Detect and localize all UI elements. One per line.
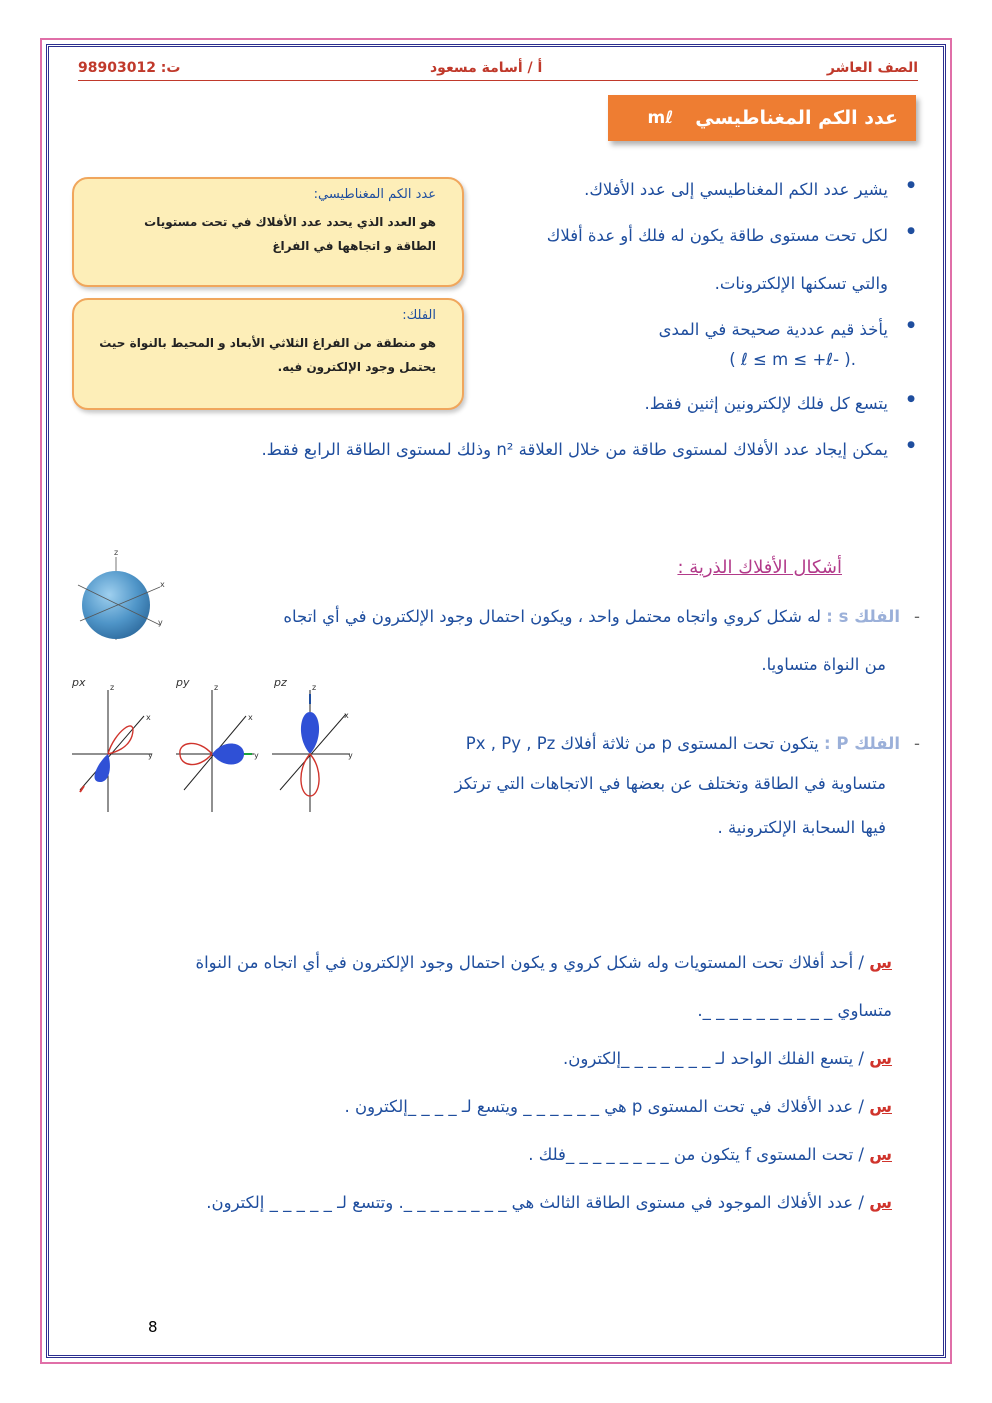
pz-orbital bbox=[272, 676, 353, 812]
question-item bbox=[80, 1097, 892, 1145]
note-orbital bbox=[72, 298, 464, 410]
s-orbital-line2: من النواة متساويا. bbox=[761, 655, 886, 674]
note-line: هو منطقة من الفراغ الثلاثي الأبعاد و المحيط بالنواة حيث bbox=[99, 336, 436, 350]
z-label: z bbox=[110, 683, 115, 692]
px-lobe-outline bbox=[108, 726, 133, 754]
y-label: y bbox=[148, 751, 153, 760]
bullet-item: ● يمكن إيجاد عدد الأفلاك لمستوى طاقة من خلال العلاقة n² وذلك لمستوى الطاقة الرابع فقط. bbox=[140, 440, 920, 486]
header-grade: الصف العاشر bbox=[826, 60, 918, 76]
question-text: / أحد أفلاك تحت المستويات وله شكل كروي و يكون احتمال وجود الإلكترون في أي اتجاه من النواة bbox=[195, 953, 864, 972]
bullet-item: ● يتسع كل فلك لإلكترونين إثنين فقط. bbox=[140, 394, 920, 440]
z-label: z bbox=[214, 683, 219, 692]
px-label: px bbox=[72, 676, 86, 689]
question-continuation: متساوي _ _ _ _ _ _ _ _ _ _. bbox=[697, 1001, 892, 1020]
p-orbital-line1: -الفلك P : يتكون تحت المستوى p من ثلاثة أفلاك Px , Py , Pz bbox=[465, 734, 920, 753]
header-divider bbox=[78, 80, 918, 81]
title-symbol: mℓ bbox=[647, 108, 674, 128]
z-label: z bbox=[312, 683, 317, 692]
p-orbitals-diagram bbox=[68, 672, 368, 817]
p-orbital-line3: فيها السحابة الإلكترونية . bbox=[717, 818, 886, 837]
bullet-item: ● لكل تحت مستوى طاقة يكون له فلك أو عدة أفلاك bbox=[140, 226, 920, 274]
note-line: الطاقة و اتجاهها في الفراغ bbox=[272, 239, 436, 253]
y-label: y bbox=[348, 751, 353, 760]
page-number: 8 bbox=[148, 1318, 158, 1336]
bullet-item: ● يأخذ قيم عددية صحيحة في المدى bbox=[140, 320, 920, 350]
note-title: الفلك: bbox=[402, 308, 436, 323]
section-title-box bbox=[608, 95, 916, 141]
px-orbital bbox=[71, 676, 153, 812]
note-line: هو العدد الذي يحدد عدد الأفلاك في تحت مستويات bbox=[144, 215, 436, 229]
question-marker: س bbox=[869, 1097, 892, 1116]
header-phone: ت: 98903012 bbox=[78, 60, 181, 76]
question-text: / تحت المستوى f يتكون من _ _ _ _ _ _ _ _فلك . bbox=[528, 1145, 864, 1164]
p-orbital-label: الفلك P : bbox=[824, 734, 901, 753]
pz-label: pz bbox=[274, 676, 287, 689]
x-label: x bbox=[160, 580, 165, 589]
p-orbital-text: يتكون تحت المستوى p من ثلاثة أفلاك Px , Py , Pz bbox=[465, 734, 819, 753]
py-orbital bbox=[175, 676, 259, 812]
s-sphere bbox=[82, 571, 150, 639]
p-orbital-line2: متساوية في الطاقة وتختلف عن بعضها في الاتجاهات التي ترتكز bbox=[454, 774, 886, 793]
header-teacher: أ / أسامة مسعود bbox=[430, 60, 543, 76]
question-marker: س bbox=[869, 1145, 892, 1164]
question-text: / عدد الأفلاك الموجود في مستوى الطاقة الثالث هي _ _ _ _ _ _ _ _. وتتسع لـ _ _ _ _ _ إلكترون. bbox=[206, 1193, 864, 1212]
question-marker: س bbox=[869, 1049, 892, 1068]
s-orbital-line1: -الفلك s : له شكل كروي واتجاه محتمل واحد ، ويكون احتمال وجود الإلكترون في أي اتجاه bbox=[283, 607, 920, 626]
question-item bbox=[80, 953, 892, 1001]
question-item bbox=[80, 1193, 892, 1241]
note-line: يحتمل وجود الإلكترون فيه. bbox=[277, 360, 436, 374]
bullet-item: ● يشير عدد الكم المغناطيسي إلى عدد الأفلاك. bbox=[140, 180, 920, 226]
bullet-item: والتي تسكنها الإلكترونات. bbox=[714, 274, 888, 293]
bullet-item: .( -ℓ ≤ m ≤ +ℓ ) bbox=[729, 350, 856, 369]
s-orbital-diagram bbox=[72, 545, 172, 650]
question-text: / عدد الأفلاك في تحت المستوى p هي _ _ _ _ _ _ ويتسع لـ _ _ _ _إلكترون . bbox=[344, 1097, 864, 1116]
questions-list bbox=[80, 953, 892, 1241]
title-text: عدد الكم المغناطيسي bbox=[695, 107, 898, 129]
py-label: py bbox=[176, 676, 190, 689]
note-title: عدد الكم المغناطيسي: bbox=[313, 187, 436, 202]
py-lobe-filled bbox=[212, 743, 244, 764]
s-orbital-text: له شكل كروي واتجاه محتمل واحد ، ويكون احتمال وجود الإلكترون في أي اتجاه bbox=[283, 607, 822, 626]
question-text: / يتسع الفلك الواحد لـ _ _ _ _ _ _ _إلكترون. bbox=[562, 1049, 864, 1068]
y-label: y bbox=[158, 618, 163, 627]
question-marker: س bbox=[869, 1193, 892, 1212]
note-magnetic-quantum bbox=[72, 177, 464, 287]
y-label: y bbox=[254, 751, 259, 760]
x-label: x bbox=[248, 713, 253, 722]
question-marker: س bbox=[869, 953, 892, 972]
orbital-shapes-title: أشكال الأفلاك الذرية : bbox=[677, 557, 842, 578]
question-item bbox=[80, 1145, 892, 1193]
question-item bbox=[80, 1049, 892, 1097]
x-label: x bbox=[344, 711, 349, 720]
s-orbital-label: الفلك s : bbox=[826, 607, 901, 626]
z-label: z bbox=[114, 548, 119, 557]
x-label: x bbox=[146, 713, 151, 722]
